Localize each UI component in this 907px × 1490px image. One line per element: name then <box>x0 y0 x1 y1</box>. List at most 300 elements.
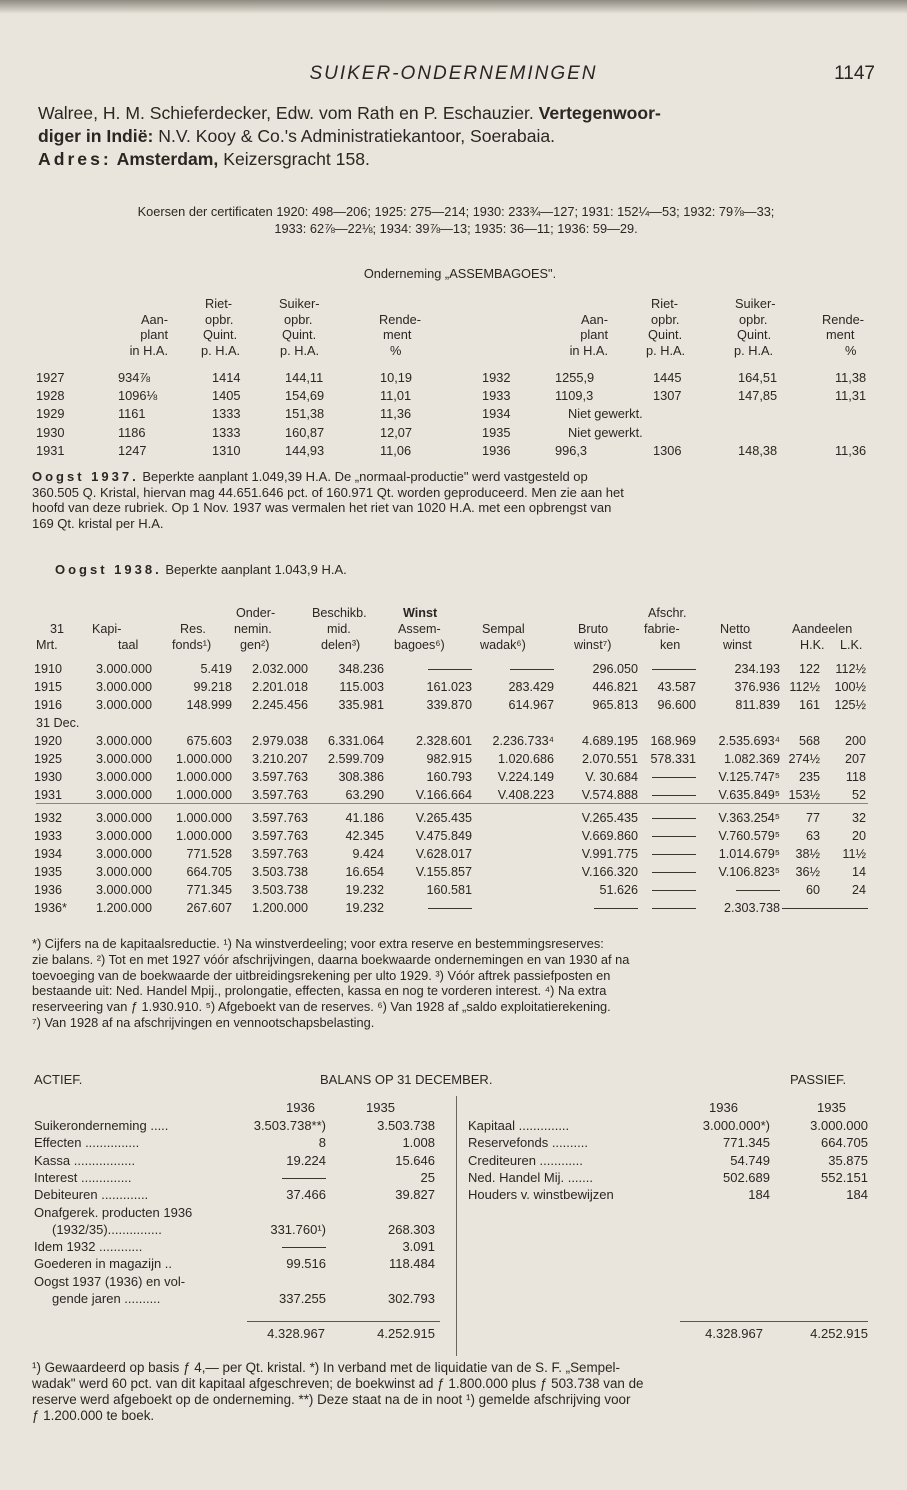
fin-bruto-winst: V.265.435 <box>581 811 638 825</box>
hdr-aan2-left: plant <box>140 327 168 342</box>
ond-right-rend: 11,31 <box>835 388 867 404</box>
fhdr-bru1: Bruto <box>578 622 609 636</box>
ond-right-plant: 1255,9 <box>555 370 595 385</box>
asset-label: Oogst 1937 (1936) en vol- <box>34 1273 186 1289</box>
fin-lk: 24 <box>851 883 866 897</box>
fin-year: 1936 <box>34 883 63 897</box>
fin-afschr-dash <box>640 901 696 915</box>
fin-bruto-winst-dash <box>556 901 638 915</box>
fin-sempalwadak: 1.020.686 <box>497 752 554 766</box>
fin-reservefonds: 1.000.000 <box>175 811 232 825</box>
ond-left-rend: 11,06 <box>380 442 412 458</box>
fin-reservefonds: 5.419 <box>200 662 232 676</box>
fin-bruto-winst: 4.689.195 <box>581 734 638 748</box>
fin-afschr-dash <box>640 829 696 843</box>
fin-reservefonds: 1.000.000 <box>175 829 232 843</box>
fin-lk: 112½ <box>835 662 866 676</box>
fin-year: 1936* <box>34 901 67 915</box>
liability-1936: 502.689 <box>723 1169 770 1185</box>
hdr-rend1-right: Rende- <box>822 312 864 327</box>
fin-bruto-winst: 51.626 <box>599 883 638 897</box>
fin-bruto-winst: 2.070.551 <box>581 752 638 766</box>
fin-beschikbaar: 335.981 <box>338 698 384 712</box>
certificate-prices <box>30 203 882 237</box>
asset-label: (1932/35)............... <box>52 1221 162 1237</box>
fin-netto-winst: V.363.254⁵ <box>718 811 780 825</box>
intro-block <box>38 102 876 171</box>
fin-hk: 60 <box>805 883 820 897</box>
asset-label: Onafgerek. producten 1936 <box>34 1204 193 1220</box>
liab-total-1935: 4.252.915 <box>810 1326 868 1341</box>
ond-left-suiker: 151,38 <box>285 406 325 422</box>
fin-afschr: 43.587 <box>657 680 696 694</box>
fin-reservefonds: 1.000.000 <box>175 752 232 766</box>
fhdr-31a: 31 <box>50 622 65 636</box>
fin-kapitaal: 3.000.000 <box>95 829 152 843</box>
intro-line2: N.V. Kooy & Co.'s Administratiekantoor, Soerabaia. <box>158 126 556 146</box>
fhdr-afs2: fabrie- <box>644 622 680 636</box>
fhdr-sem2: wadak⁶) <box>480 638 526 652</box>
balance-divider <box>456 1096 457 1356</box>
hdr-aan3-right: in H.A. <box>569 343 608 358</box>
fin-afschr-dash <box>640 770 696 784</box>
balance-title: BALANS OP 31 DECEMBER. <box>320 1072 493 1087</box>
fin-reservefonds: 664.705 <box>186 865 232 879</box>
fin-sempalwadak: V.408.223 <box>497 788 554 802</box>
liability-1935: 552.151 <box>821 1169 868 1185</box>
asset-1936: 337.255 <box>279 1291 326 1306</box>
fin-afschr-dash <box>640 847 696 861</box>
fin-afschr-dash <box>640 811 696 825</box>
fin-assembagoes: 160.581 <box>426 883 472 897</box>
fin-ondernemingen: 3.597.763 <box>251 829 308 843</box>
fin-assembagoes: V.155.857 <box>415 865 472 879</box>
fin-afschr: 168.969 <box>650 734 696 748</box>
fin-year: 1931 <box>34 788 63 802</box>
ond-right-year: 1934 <box>482 406 511 422</box>
asset-label: Idem 1932 ............ <box>34 1239 143 1255</box>
liability-1935: 664.705 <box>821 1135 868 1151</box>
fin-sempalwadak: 283.429 <box>508 680 554 694</box>
assets-total-1936: 4.328.967 <box>267 1326 325 1341</box>
page-number: 1147 <box>834 63 875 84</box>
balance-passief: PASSIEF. <box>790 1072 847 1087</box>
fin-year: 1934 <box>34 847 63 861</box>
footnote-line4: ƒ 1.200.000 te boek. <box>32 1408 155 1423</box>
asset-1935: 118.484 <box>388 1256 435 1272</box>
hdr-rend2-left: ment <box>383 327 412 342</box>
fin-afschr: 96.600 <box>657 698 696 712</box>
fin-ondernemingen: 2.245.456 <box>251 698 308 712</box>
asset-1935: 15.646 <box>395 1152 435 1168</box>
oogst-1937-line4: 169 Qt. kristal per H.A. <box>32 515 164 531</box>
asset-1936: 37.466 <box>286 1187 326 1203</box>
fhdr-lk: L.K. <box>840 638 863 652</box>
liability-1936: 3.000.000*) <box>702 1118 770 1133</box>
ond-left-rend: 10,19 <box>380 370 413 385</box>
liability-1936: 771.345 <box>723 1135 770 1151</box>
fin-afschr-dash <box>640 662 696 676</box>
fin-hk: 161 <box>798 698 820 712</box>
liability-1935: 184 <box>846 1187 868 1203</box>
liab-year-1936: 1936 <box>709 1100 738 1115</box>
hdr-suiker1-left: Suiker- <box>279 296 320 311</box>
ond-right-riet: 1306 <box>653 442 682 458</box>
ond-right-note: Niet gewerkt. <box>568 406 643 422</box>
fin-netto-winst: V.106.823⁵ <box>718 865 780 879</box>
footnote-line1: ¹) Gewaardeerd op basis ƒ 4,— per Qt. kristal. *) In verband met de liquidatie van de S. F. „Sempel- <box>32 1360 620 1375</box>
ond-left-suiker: 144,11 <box>285 370 324 385</box>
ond-left-rend: 12,07 <box>380 424 413 440</box>
hdr-suiker2-left: opbr. <box>284 312 313 327</box>
ond-left-plant: 934⅞ <box>118 370 151 385</box>
ond-right-plant: 1109,3 <box>555 388 594 404</box>
fin-afschr-dash <box>640 865 696 879</box>
fin-lk: 207 <box>844 752 866 766</box>
fhdr-kap2: taal <box>118 638 139 652</box>
fhdr-ond1: Onder- <box>236 606 276 620</box>
hdr-rend3-right: % <box>845 343 857 358</box>
liability-label: Houders v. winstbewijzen <box>468 1187 614 1203</box>
liab-total-rule <box>680 1321 868 1322</box>
fin-divider <box>36 803 868 804</box>
fin-bruto-winst: V.669.860 <box>581 829 638 843</box>
asset-label: gende jaren .......... <box>52 1291 161 1306</box>
table-notes <box>32 936 874 1031</box>
asset-label: Debiteuren ............. <box>34 1187 149 1203</box>
asset-1935: 3.091 <box>402 1239 435 1255</box>
fin-hk: 235 <box>798 770 820 784</box>
fin-hk: 38½ <box>795 847 820 861</box>
fin-lk: 200 <box>844 734 866 748</box>
assets-total-rule <box>247 1321 440 1322</box>
hdr-aan2-right: plant <box>580 327 608 342</box>
ond-left-suiker: 160,87 <box>285 424 325 440</box>
running-title: SUIKER-ONDERNEMINGEN <box>309 63 598 84</box>
fin-kapitaal: 3.000.000 <box>95 698 152 712</box>
fhdr-aan: Aandeelen <box>792 622 853 636</box>
note-line1: *) Cijfers na de kapitaalsreductie. ¹) Na winstverdeeling; voor extra reserve en bestemmingsreserves: <box>32 936 604 951</box>
fin-year: 1935 <box>34 865 63 879</box>
liability-1935: 35.875 <box>828 1152 868 1168</box>
fin-afschr-dash <box>640 883 696 897</box>
oogst-1937-line2: 360.505 Q. Kristal, hiervan mag 44.651.646 pct. of 160.971 Qt. worden geproduceerd. Men zie aan het <box>32 484 624 500</box>
asset-1936: 19.224 <box>286 1152 326 1168</box>
hdr-suiker1-right: Suiker- <box>735 296 776 311</box>
ond-right-year: 1933 <box>482 388 511 404</box>
ond-left-riet: 1310 <box>212 442 241 458</box>
ond-right-riet: 1445 <box>653 370 682 385</box>
ond-left-year: 1931 <box>36 442 65 458</box>
note-line6: ⁷) Van 1928 af na afschrijvingen en vennootschapsbelasting. <box>32 1014 375 1030</box>
ond-right-year: 1932 <box>482 370 511 385</box>
fin-reservefonds: 1.000.000 <box>175 788 232 802</box>
fin-hk: 77 <box>805 811 820 825</box>
asset-1936: 8 <box>318 1135 326 1151</box>
assets-year-1936: 1936 <box>286 1100 315 1115</box>
fin-lk: 14 <box>851 865 866 879</box>
fhdr-afs1: Afschr. <box>648 606 687 620</box>
hdr-riet1-left: Riet- <box>205 296 233 311</box>
fin-lk: 11½ <box>842 847 866 861</box>
fin-ondernemingen: 3.597.763 <box>251 811 308 825</box>
hdr-rend1-left: Rende- <box>379 312 421 327</box>
fin-netto-winst: 811.839 <box>735 698 780 712</box>
fin-lk: 125½ <box>834 698 866 712</box>
fhdr-hk: H.K. <box>800 638 825 652</box>
ond-left-year: 1927 <box>36 370 65 385</box>
fin-year: 1910 <box>34 662 63 676</box>
balance-footnote <box>32 1360 874 1424</box>
fin-reservefonds: 771.528 <box>186 847 232 861</box>
fin-bruto-winst: V.166.320 <box>581 865 638 879</box>
fin-ondernemingen: 2.032.000 <box>251 662 308 676</box>
fhdr-bes2: mid. <box>327 622 351 636</box>
fin-hk: 153½ <box>788 788 820 802</box>
asset-1936: 3.503.738**) <box>253 1118 326 1133</box>
fin-kapitaal: 3.000.000 <box>95 788 152 802</box>
ond-right-plant: 996,3 <box>555 442 588 458</box>
fin-bruto-winst: V.574.888 <box>581 788 638 802</box>
fin-beschikbaar: 16.654 <box>345 865 384 879</box>
fin-kapitaal: 3.000.000 <box>95 680 152 694</box>
fin-assembagoes: V.265.435 <box>415 811 472 825</box>
fin-beschikbaar: 63.290 <box>345 788 384 802</box>
fin-reservefonds: 267.607 <box>186 901 232 915</box>
asset-label: Suikeronderneming ..... <box>34 1118 169 1133</box>
fin-hk: 112½ <box>789 680 820 694</box>
hdr-riet3-left: Quint. <box>203 327 238 342</box>
fin-kapitaal: 3.000.000 <box>95 752 152 766</box>
fin-beschikbaar: 2.599.709 <box>327 752 384 766</box>
fin-sempalwadak: 2.236.733⁴ <box>492 734 554 748</box>
fin-hk: 274½ <box>788 752 820 766</box>
fin-netto-winst: 2.303.738 <box>723 901 780 915</box>
oogst-1938 <box>55 562 897 578</box>
footnote-line2: wadak" werd 60 pct. van dit kapitaal afgeschreven; de boekwinst ad ƒ 1.800.000 plus ƒ 503.738 van de <box>32 1376 644 1391</box>
fhdr-afs3: ken <box>660 638 681 652</box>
fin-kapitaal: 3.000.000 <box>95 883 152 897</box>
fhdr-res2: fonds¹) <box>172 638 212 652</box>
fhdr-kap1: Kapi- <box>92 622 122 636</box>
hdr-aan1-right: Aan- <box>580 312 608 327</box>
page-top-edge <box>0 0 907 14</box>
fhdr-net1: Netto <box>720 622 751 636</box>
fhdr-ass1: Assem- <box>398 622 441 636</box>
assets-total-1935: 4.252.915 <box>377 1326 435 1341</box>
fin-netto-winst: V.635.849⁵ <box>718 788 780 802</box>
fin-ondernemingen: 3.210.207 <box>251 752 308 766</box>
fin-sempalwadak: V.224.149 <box>497 770 554 784</box>
fin-beschikbaar: 42.345 <box>345 829 384 843</box>
fin-ondernemingen: 2.201.018 <box>251 680 308 694</box>
fin-assembagoes: V.166.664 <box>415 788 472 802</box>
koersen-line2: 1933: 62⅞—22⅛; 1934: 39⅞—13; 1935: 36—11; 1936: 59—29. <box>274 221 638 236</box>
hdr-riet4-left: p. H.A. <box>201 343 241 358</box>
oogst-1937-label: Oogst 1937. <box>32 469 139 484</box>
fin-netto-winst: 1.014.679⁵ <box>718 847 780 861</box>
fin-assembagoes: 982.915 <box>426 752 472 766</box>
note-line4: bestaande uit: Ned. Handel Mpij., prolongatie, effecten, kassa en nog te vorderen interest. ⁴) Na extra <box>32 983 607 999</box>
fin-netto-winst: V.125.747⁵ <box>718 770 780 784</box>
footnote-line3: reserve werd afgeboekt op de onderneming. **) Deze staat na de in noot ¹) gemelde afschrijving voor <box>32 1392 631 1407</box>
address-label: Adres: <box>38 149 112 169</box>
fin-bruto-winst: 965.813 <box>592 698 638 712</box>
fin-ondernemingen: 3.597.763 <box>251 770 308 784</box>
intro-line2-bold: diger in Indië: <box>38 126 154 146</box>
asset-1935: 25 <box>420 1169 435 1185</box>
fin-bruto-winst: 296.050 <box>592 662 638 676</box>
liab-year-1935: 1935 <box>817 1100 846 1115</box>
fin-beschikbaar: 6.331.064 <box>327 734 384 748</box>
liability-label: Ned. Handel Mij. ....... <box>468 1169 593 1185</box>
liability-label: Crediteuren ............ <box>468 1152 583 1168</box>
fin-netto-winst: 2.535.693⁴ <box>718 734 780 748</box>
fin-bruto-winst: 446.821 <box>592 680 638 694</box>
intro-line1: Walree, H. M. Schieferdecker, Edw. vom Rath en P. Eschauzier. <box>38 103 534 123</box>
fin-assembagoes: V.475.849 <box>415 829 472 843</box>
fin-hk: 122 <box>798 662 820 676</box>
balance-actief: ACTIEF. <box>34 1072 83 1087</box>
asset-label: Interest .............. <box>34 1169 132 1185</box>
fin-reservefonds: 148.999 <box>186 698 232 712</box>
fin-year: 1930 <box>34 770 63 784</box>
fin-ondernemingen: 3.597.763 <box>251 847 308 861</box>
ond-left-plant: 1247 <box>118 442 147 458</box>
address-street: Keizersgracht 158. <box>223 149 370 169</box>
fin-assembagoes: 2.328.601 <box>415 734 472 748</box>
fin-assembagoes: V.628.017 <box>415 847 472 861</box>
fin-beschikbaar: 19.232 <box>345 883 384 897</box>
hdr-riet3-right: Quint. <box>648 327 683 342</box>
asset-1935: 3.503.738 <box>377 1118 435 1133</box>
oogst-1938-text: Beperkte aanplant 1.043,9 H.A. <box>165 562 347 577</box>
hdr-suiker2-right: opbr. <box>739 312 768 327</box>
ond-left-plant: 1161 <box>118 406 146 422</box>
fin-ondernemingen: 3.503.738 <box>251 883 308 897</box>
fin-year: 1920 <box>34 734 63 748</box>
ond-right-suiker: 147,85 <box>738 388 778 404</box>
ond-left-rend: 11,01 <box>380 388 412 404</box>
ond-left-suiker: 144,93 <box>285 442 325 458</box>
fin-ondernemingen: 3.503.738 <box>251 865 308 879</box>
fin-kapitaal: 3.000.000 <box>95 865 152 879</box>
ond-left-riet: 1414 <box>212 370 241 385</box>
ond-right-suiker: 164,51 <box>738 370 778 385</box>
fin-kapitaal: 1.200.000 <box>95 901 152 915</box>
liab-total-1936: 4.328.967 <box>705 1326 763 1341</box>
fin-netto-winst-dash <box>696 883 780 897</box>
asset-1935: 39.827 <box>395 1187 435 1203</box>
asset-1936 <box>220 1170 326 1185</box>
ond-right-note: Niet gewerkt. <box>568 424 643 440</box>
asset-label: Goederen in magazijn .. <box>34 1256 173 1272</box>
fhdr-bes3: delen³) <box>321 638 361 652</box>
koersen-line1: Koersen der certificaten 1920: 498—206; 1925: 275—214; 1930: 233¾—127; 1931: 152¼—53; 1932: 79⅞—33; <box>137 204 775 219</box>
hdr-aan1-left: Aan- <box>140 312 168 327</box>
ond-left-year: 1929 <box>36 406 65 422</box>
hdr-suiker3-right: Quint. <box>737 327 772 342</box>
fin-lk: 118 <box>845 770 866 784</box>
fin-beschikbaar: 19.232 <box>345 901 384 915</box>
assets-year-1935: 1935 <box>366 1100 395 1115</box>
fin-assembagoes-dash <box>390 662 472 676</box>
fin-lk: 20 <box>851 829 866 843</box>
ond-left-rend: 11,36 <box>380 406 412 422</box>
oogst-1937 <box>32 469 874 531</box>
oogst-1937-line1: Beperkte aanplant 1.049,39 H.A. De „normaal-productie" werd vastgesteld op <box>142 469 588 484</box>
fin-ondernemingen: 2.979.038 <box>251 734 308 748</box>
ond-left-riet: 1333 <box>212 406 241 422</box>
fin-dec-label: 31 Dec. <box>36 716 80 730</box>
fhdr-ond2: nemin. <box>234 622 272 636</box>
fin-hk-dash <box>782 901 820 915</box>
liability-1936: 184 <box>748 1187 770 1203</box>
ond-right-riet: 1307 <box>653 388 682 404</box>
fin-ondernemingen: 3.597.763 <box>251 788 308 802</box>
fin-year: 1915 <box>34 680 63 694</box>
fin-kapitaal: 3.000.000 <box>95 770 152 784</box>
fin-beschikbaar: 41.186 <box>345 811 384 825</box>
liability-label: Reservefonds .......... <box>468 1135 588 1151</box>
onderneming-title: Onderneming „ASSEMBAGOES". <box>363 266 557 281</box>
hdr-riet4-right: p. H.A. <box>646 343 686 358</box>
fin-bruto-winst: V.991.775 <box>581 847 638 861</box>
fhdr-31b: Mrt. <box>36 638 58 652</box>
fin-hk: 568 <box>798 734 820 748</box>
fin-sempalwadak: 614.967 <box>508 698 554 712</box>
fin-reservefonds: 675.603 <box>186 734 232 748</box>
note-line5: reserveering van ƒ 1.930.910. ⁵) Afgeboekt van de reserves. ⁶) Van 1928 af „saldo exploitatierekening. <box>32 999 611 1015</box>
asset-1936: 99.516 <box>286 1256 326 1272</box>
asset-1936 <box>220 1239 326 1254</box>
ond-right-year: 1935 <box>482 424 511 440</box>
fin-assembagoes-dash <box>390 901 472 915</box>
fin-ondernemingen: 1.200.000 <box>251 901 308 915</box>
hdr-riet2-left: opbr. <box>205 312 234 327</box>
ond-left-riet: 1405 <box>212 388 241 404</box>
fin-hk: 36½ <box>795 865 820 879</box>
fin-kapitaal: 3.000.000 <box>95 847 152 861</box>
asset-1935: 268.303 <box>388 1221 435 1237</box>
ond-left-riet: 1333 <box>212 424 241 440</box>
fin-beschikbaar: 9.424 <box>352 847 384 861</box>
intro-line1-bold: Vertegenwoor- <box>538 103 661 123</box>
ond-left-plant: 1096⅛ <box>118 388 158 404</box>
asset-label: Kassa ................. <box>34 1152 136 1168</box>
fin-reservefonds: 771.345 <box>186 883 232 897</box>
fhdr-ond3: gen²) <box>240 638 270 652</box>
fin-netto-winst: 1.082.369 <box>723 752 780 766</box>
ond-left-plant: 1186 <box>118 424 146 440</box>
fin-kapitaal: 3.000.000 <box>95 734 152 748</box>
ond-left-suiker: 154,69 <box>285 388 325 404</box>
liability-1936: 54.749 <box>730 1152 770 1168</box>
fin-assembagoes: 339.870 <box>426 698 472 712</box>
fin-reservefonds: 1.000.000 <box>175 770 232 784</box>
fhdr-bes1: Beschikb. <box>312 606 367 620</box>
fin-hk: 63 <box>805 829 820 843</box>
asset-1935: 302.793 <box>388 1291 435 1306</box>
oogst-1937-line3: hoofd van deze rubriek. Op 1 Nov. 1937 was vermalen het riet van 1020 H.A. met een opbrengst van <box>32 500 612 516</box>
hdr-riet2-right: opbr. <box>651 312 680 327</box>
ond-left-year: 1930 <box>36 424 65 440</box>
fin-bruto-winst: V. 30.684 <box>585 770 638 784</box>
fhdr-ass2: bagoes⁶) <box>394 638 445 652</box>
liability-1935: 3.000.000 <box>810 1118 868 1133</box>
ond-right-rend: 11,38 <box>835 370 867 385</box>
fin-assembagoes: 160.793 <box>426 770 472 784</box>
